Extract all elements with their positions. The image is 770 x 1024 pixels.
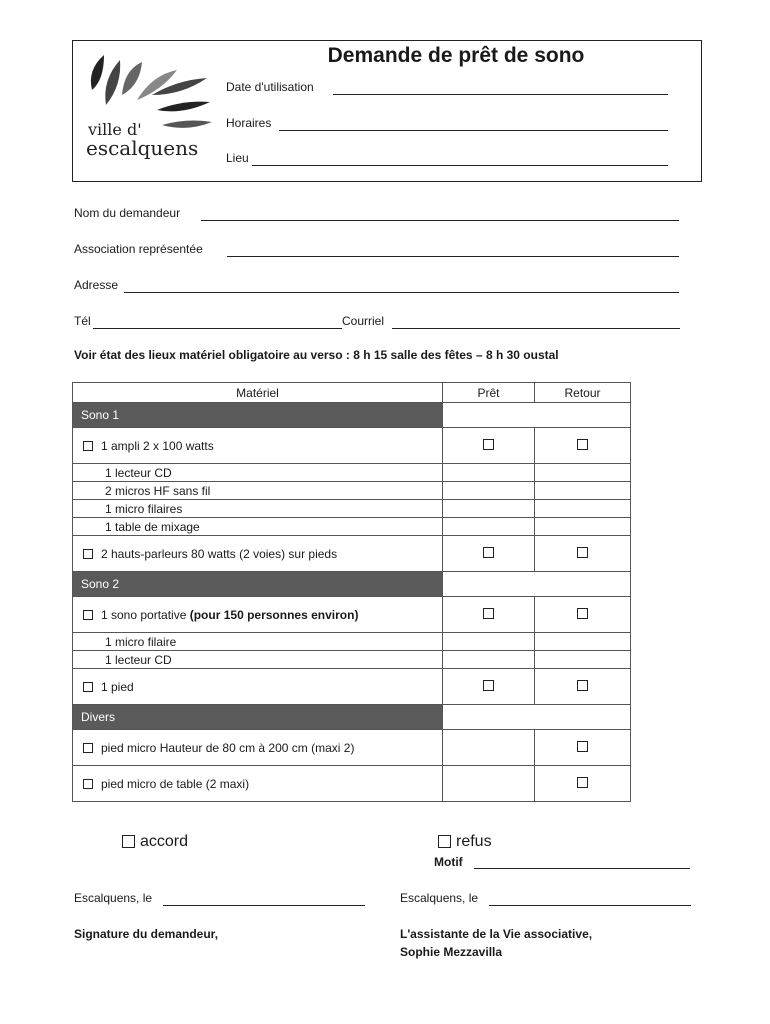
pret-cell[interactable] <box>443 669 535 705</box>
material-cell <box>73 428 443 464</box>
logo <box>82 50 217 165</box>
material-cell <box>73 633 443 651</box>
refus-label: refus <box>456 833 492 850</box>
retour-cell <box>535 482 631 500</box>
material-label: 1 lecteur CD <box>105 465 172 480</box>
section-title: Sono 1 <box>73 403 443 428</box>
table-row <box>73 518 631 536</box>
retour-checkbox-icon[interactable] <box>577 608 588 619</box>
material-label: 1 table de mixage <box>105 519 200 534</box>
pret-checkbox-icon[interactable] <box>483 680 494 691</box>
table-row <box>73 669 631 705</box>
pret-checkbox-icon[interactable] <box>483 439 494 450</box>
retour-checkbox-icon[interactable] <box>577 777 588 788</box>
material-cell <box>73 500 443 518</box>
retour-cell <box>535 651 631 669</box>
signature-demandeur: Signature du demandeur, <box>74 927 219 941</box>
table-row <box>73 500 631 518</box>
pret-cell <box>443 633 535 651</box>
section-blank <box>443 403 631 428</box>
pret-cell[interactable] <box>443 428 535 464</box>
header-materiel: Matériel <box>73 383 443 403</box>
material-table <box>72 382 631 802</box>
pret-cell <box>443 482 535 500</box>
material-label: pied micro de table (2 maxi) <box>101 776 250 791</box>
item-checkbox-icon[interactable] <box>83 779 93 789</box>
material-label: 2 micros HF sans fil <box>105 483 211 498</box>
material-label: 1 pied <box>101 679 134 694</box>
lieu-label: Lieu <box>226 151 249 165</box>
material-label: 1 micro filaires <box>105 501 183 516</box>
retour-cell[interactable] <box>535 766 631 802</box>
material-cell <box>73 597 443 633</box>
section-blank <box>443 572 631 597</box>
item-checkbox-icon[interactable] <box>83 441 93 451</box>
table-row <box>73 633 631 651</box>
item-checkbox-icon[interactable] <box>83 549 93 559</box>
logo-text-bottom: escalquens <box>86 136 199 160</box>
pret-cell <box>443 464 535 482</box>
date-label: Date d'utilisation <box>226 80 314 94</box>
accord-checkbox-icon[interactable] <box>122 835 135 848</box>
table-row <box>73 597 631 633</box>
section-title: Divers <box>73 705 443 730</box>
accord-option[interactable] <box>122 833 188 851</box>
pret-checkbox-icon[interactable] <box>483 547 494 558</box>
date-right-field[interactable] <box>489 905 691 906</box>
table-row <box>73 536 631 572</box>
lieu-field[interactable] <box>252 165 668 166</box>
retour-cell[interactable] <box>535 597 631 633</box>
material-cell <box>73 482 443 500</box>
date-field[interactable] <box>333 94 668 95</box>
section-row <box>73 572 631 597</box>
pret-cell[interactable] <box>443 597 535 633</box>
material-cell <box>73 651 443 669</box>
accord-label: accord <box>140 833 189 850</box>
header-pret: Prêt <box>443 383 535 403</box>
material-cell <box>73 464 443 482</box>
refus-option[interactable] <box>438 833 492 851</box>
material-cell <box>73 766 443 802</box>
logo-leaves-icon <box>82 50 217 130</box>
horaires-field[interactable] <box>279 130 668 131</box>
header-retour: Retour <box>535 383 631 403</box>
retour-cell[interactable] <box>535 536 631 572</box>
notice-text: Voir état des lieux matériel obligatoire au verso : 8 h 15 salle des fêtes – 8 h 30 oustal <box>74 348 559 362</box>
courriel-label: Courriel <box>342 314 385 328</box>
retour-cell[interactable] <box>535 428 631 464</box>
material-cell <box>73 518 443 536</box>
table-row <box>73 464 631 482</box>
refus-checkbox-icon[interactable] <box>438 835 451 848</box>
material-cell <box>73 669 443 705</box>
material-label: 1 micro filaire <box>105 634 177 649</box>
section-title: Sono 2 <box>73 572 443 597</box>
table-header-row <box>73 383 631 403</box>
material-label: 1 sono portative <box>101 607 190 622</box>
place-right-label: Escalquens, le <box>400 891 479 905</box>
signature-assistante-name: Sophie Mezzavilla <box>400 945 503 959</box>
logo-text-top: ville d' <box>88 120 142 139</box>
section-row <box>73 403 631 428</box>
table-row <box>73 730 631 766</box>
retour-cell <box>535 633 631 651</box>
item-checkbox-icon[interactable] <box>83 743 93 753</box>
retour-cell <box>535 464 631 482</box>
retour-cell <box>535 518 631 536</box>
adresse-field[interactable] <box>124 292 679 293</box>
motif-field[interactable] <box>474 868 690 869</box>
association-label: Association représentée <box>74 242 203 256</box>
pret-cell <box>443 651 535 669</box>
retour-checkbox-icon[interactable] <box>577 741 588 752</box>
table-row <box>73 766 631 802</box>
section-blank <box>443 705 631 730</box>
page-title: Demande de prêt de sono <box>327 44 585 67</box>
material-cell <box>73 536 443 572</box>
retour-checkbox-icon[interactable] <box>577 439 588 450</box>
pret-cell <box>443 500 535 518</box>
pret-cell <box>443 730 535 766</box>
item-checkbox-icon[interactable] <box>83 610 93 620</box>
retour-cell[interactable] <box>535 730 631 766</box>
retour-checkbox-icon[interactable] <box>577 547 588 558</box>
courriel-field[interactable] <box>392 328 680 329</box>
nom-label: Nom du demandeur <box>74 206 181 220</box>
pret-cell <box>443 766 535 802</box>
table-row <box>73 428 631 464</box>
pret-cell <box>443 518 535 536</box>
retour-cell <box>535 500 631 518</box>
date-left-field[interactable] <box>163 905 365 906</box>
tel-field[interactable] <box>93 328 342 329</box>
motif-label: Motif <box>434 855 463 869</box>
retour-checkbox-icon[interactable] <box>577 680 588 691</box>
item-checkbox-icon[interactable] <box>83 682 93 692</box>
table-row <box>73 651 631 669</box>
horaires-label: Horaires <box>226 116 272 130</box>
section-row <box>73 705 631 730</box>
tel-label: Tél <box>74 314 91 328</box>
material-label: 1 ampli 2 x 100 watts <box>101 438 214 453</box>
adresse-label: Adresse <box>74 278 119 292</box>
place-left-label: Escalquens, le <box>74 891 153 905</box>
nom-field[interactable] <box>201 220 679 221</box>
material-cell <box>73 730 443 766</box>
material-label: 1 lecteur CD <box>105 652 172 667</box>
signature-assistante-role: L'assistante de la Vie associative, <box>400 927 593 941</box>
table-row <box>73 482 631 500</box>
material-label: 2 hauts-parleurs 80 watts (2 voies) sur pieds <box>101 546 338 561</box>
pret-checkbox-icon[interactable] <box>483 608 494 619</box>
association-field[interactable] <box>227 256 679 257</box>
pret-cell[interactable] <box>443 536 535 572</box>
retour-cell[interactable] <box>535 669 631 705</box>
material-label: pied micro Hauteur de 80 cm à 200 cm (maxi 2) <box>101 740 355 755</box>
material-label-bold: (pour 150 personnes environ) <box>189 607 359 622</box>
